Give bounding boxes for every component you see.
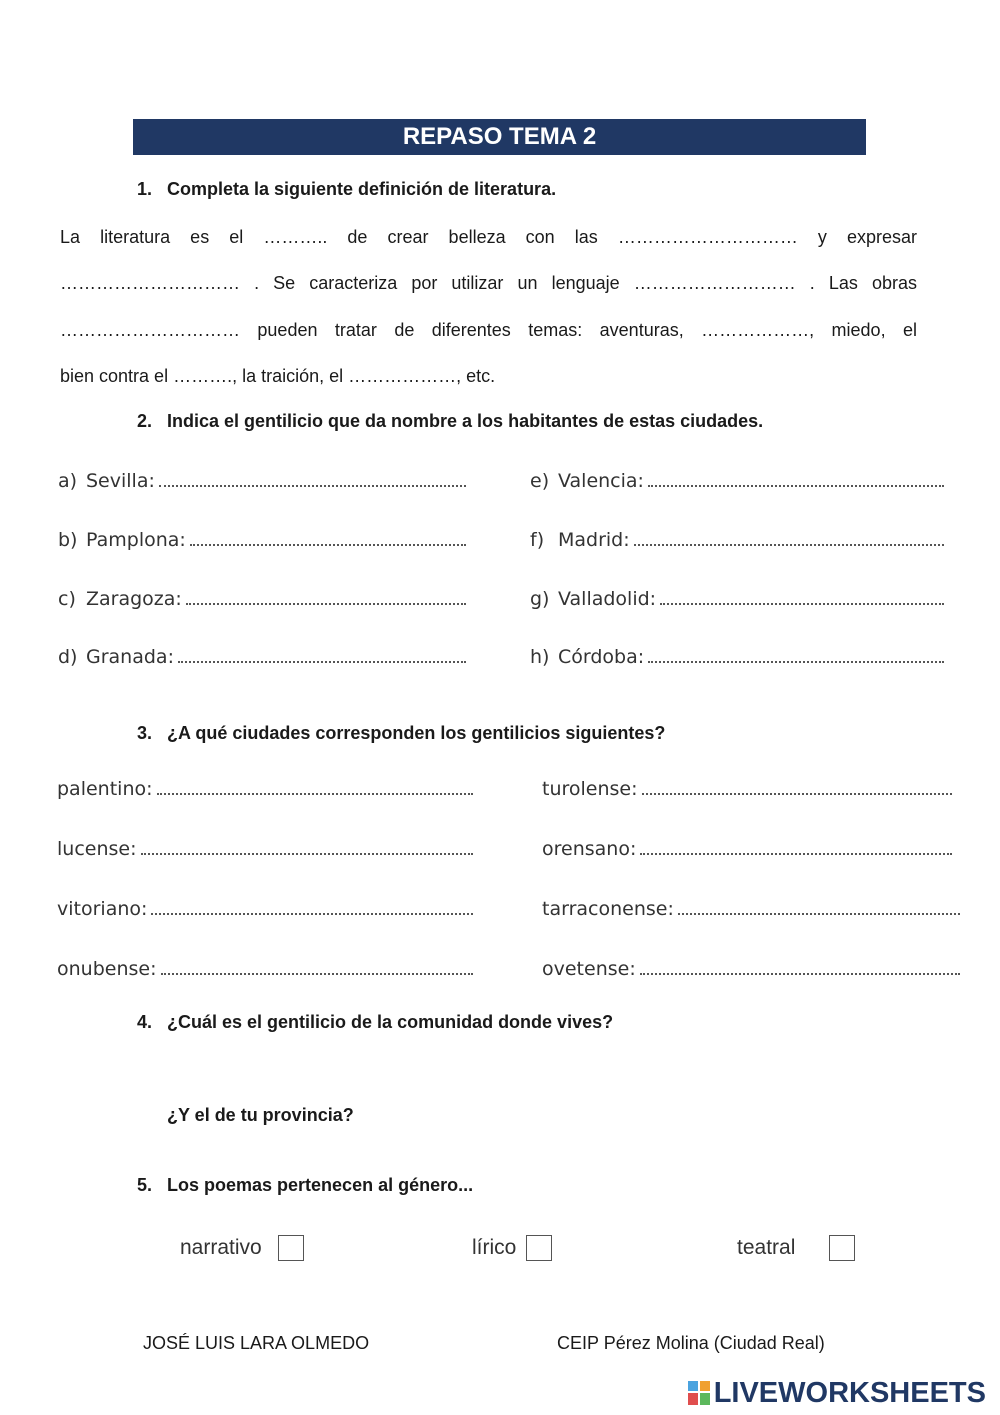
answer-line[interactable] (157, 779, 473, 795)
city-answer-row[interactable] (530, 588, 944, 610)
gentilicio-answer-row[interactable] (542, 898, 960, 920)
author-name: JOSÉ LUIS LARA OLMEDO (143, 1333, 370, 1353)
answer-line[interactable] (186, 589, 466, 605)
city-answer-row[interactable] (530, 470, 944, 492)
city-answer-row[interactable] (58, 529, 466, 551)
paragraph-line: ………………………… . Se caracteriza por utilizar un lenguaje ……………………… . Las obras (60, 273, 917, 294)
question-4-sub: ¿Y el de tu provincia? (167, 1105, 354, 1125)
liveworksheets-brand[interactable] (688, 1376, 986, 1410)
question-text: Indica el gentilicio que da nombre a los habitantes de estas ciudades. (167, 411, 764, 431)
question-number: 1. (137, 179, 153, 199)
gentilicio-label: orensano: (542, 838, 637, 860)
item-letter: c) (58, 588, 76, 610)
city-answer-row[interactable] (530, 529, 944, 551)
question-number: 2. (137, 411, 153, 431)
answer-line[interactable] (634, 530, 944, 546)
item-letter: a) (58, 470, 78, 492)
city-answer-row[interactable] (58, 470, 466, 492)
option-teatral[interactable] (737, 1235, 855, 1261)
item-letter: h) (530, 646, 550, 668)
gentilicio-label: vitoriano: (57, 898, 148, 920)
answer-line[interactable] (151, 899, 473, 915)
question-number: 5. (137, 1175, 153, 1195)
item-letter: b) (58, 529, 78, 551)
question-number: 3. (137, 723, 153, 743)
paragraph-line: ………………………… pueden tratar de diferentes temas: aventuras, ………………, miedo, el (60, 319, 917, 340)
question-text: Los poemas pertenecen al género... (167, 1175, 474, 1195)
paragraph-line: La literatura es el ……….. de crear belleza con las ………………………… y expresar (60, 227, 917, 247)
brand-text: LIVEWORKSHEETS (713, 1376, 986, 1409)
answer-line[interactable] (141, 839, 474, 855)
gentilicio-answer-row[interactable] (542, 778, 952, 800)
question-text: ¿A qué ciudades corresponden los gentilicios siguientes? (167, 723, 666, 743)
checkbox-narrativo[interactable] (278, 1235, 304, 1261)
paragraph-line: bien contra el ………., la traición, el ………………, etc. (60, 365, 496, 386)
school-name: CEIP Pérez Molina (Ciudad Real) (557, 1333, 825, 1353)
city-answer-row[interactable] (530, 646, 944, 668)
answer-line[interactable] (640, 959, 960, 975)
answer-line[interactable] (640, 839, 952, 855)
answer-line[interactable] (678, 899, 960, 915)
liveworksheets-logo-icon (688, 1381, 710, 1405)
city-label: Madrid: (558, 529, 630, 551)
question-4 (137, 1012, 613, 1033)
answer-line[interactable] (648, 471, 944, 487)
page-title: REPASO TEMA 2 (133, 119, 866, 155)
option-narrativo[interactable] (180, 1235, 304, 1261)
city-label: Valencia: (558, 470, 644, 492)
gentilicio-label: palentino: (57, 778, 153, 800)
definition-paragraph (60, 214, 917, 399)
question-1 (137, 179, 556, 200)
city-label: Pamplona: (86, 529, 186, 551)
answer-line[interactable] (161, 959, 474, 975)
answer-line[interactable] (660, 589, 944, 605)
question-5 (137, 1175, 473, 1196)
checkbox-lirico[interactable] (526, 1235, 552, 1261)
gentilicio-answer-row[interactable] (57, 958, 473, 980)
gentilicio-answer-row[interactable] (542, 958, 960, 980)
gentilicio-label: onubense: (57, 958, 157, 980)
item-letter: f) (530, 529, 545, 551)
gentilicio-answer-row[interactable] (542, 838, 952, 860)
checkbox-teatral[interactable] (829, 1235, 855, 1261)
answer-line[interactable] (190, 530, 466, 546)
city-label: Zaragoza: (86, 588, 182, 610)
question-number: 4. (137, 1012, 153, 1032)
answer-line[interactable] (648, 647, 944, 663)
answer-line[interactable] (642, 779, 952, 795)
city-label: Valladolid: (558, 588, 657, 610)
gentilicio-answer-row[interactable] (57, 778, 473, 800)
item-letter: e) (530, 470, 550, 492)
gentilicio-label: ovetense: (542, 958, 636, 980)
option-label: narrativo (180, 1236, 262, 1259)
gentilicio-label: tarraconense: (542, 898, 674, 920)
city-label: Córdoba: (558, 646, 645, 668)
answer-line[interactable] (159, 471, 466, 487)
question-text: ¿Cuál es el gentilicio de la comunidad donde vives? (167, 1012, 614, 1032)
option-label: lírico (472, 1236, 517, 1259)
gentilicio-label: lucense: (57, 838, 137, 860)
option-label: teatral (737, 1236, 796, 1259)
city-label: Sevilla: (86, 470, 155, 492)
option-lirico[interactable] (472, 1235, 552, 1261)
question-3 (137, 723, 665, 744)
city-answer-row[interactable] (58, 588, 466, 610)
item-letter: g) (530, 588, 550, 610)
gentilicio-answer-row[interactable] (57, 838, 473, 860)
item-letter: d) (58, 646, 78, 668)
city-label: Granada: (86, 646, 174, 668)
answer-line[interactable] (178, 647, 466, 663)
question-2 (137, 411, 763, 432)
question-text: Completa la siguiente definición de literatura. (167, 179, 557, 199)
city-answer-row[interactable] (58, 646, 466, 668)
gentilicio-answer-row[interactable] (57, 898, 473, 920)
gentilicio-label: turolense: (542, 778, 638, 800)
